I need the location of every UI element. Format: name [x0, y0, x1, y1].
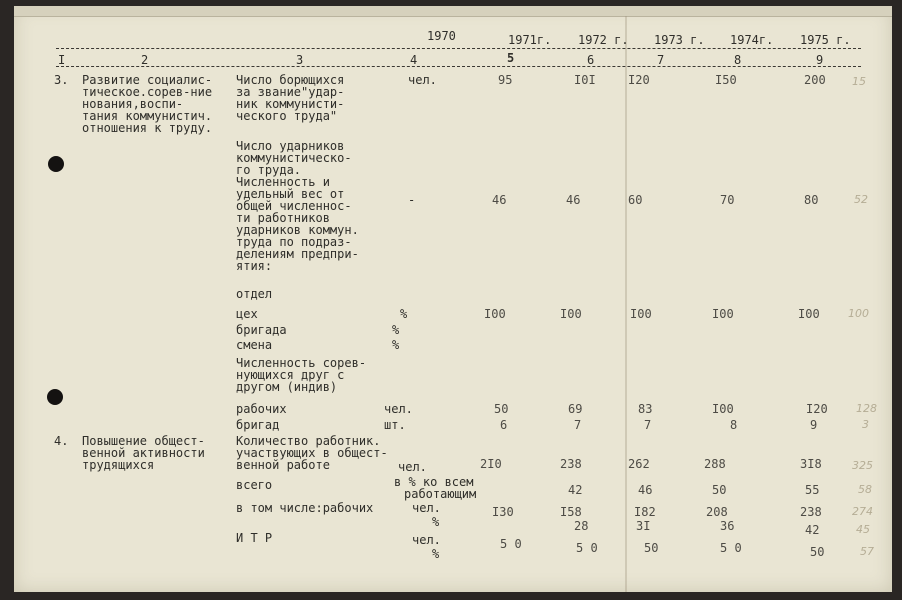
row-label: отдел [236, 287, 273, 301]
value-1971: I00 [484, 307, 506, 321]
value-1972: 28 [574, 519, 589, 533]
pencil-note: 57 [860, 545, 874, 558]
section-3-title-line: Развитие социалис- [82, 73, 213, 87]
value-1975: 80 [804, 193, 819, 207]
value-1973: 7 [644, 418, 652, 432]
value-1975: 42 [805, 523, 820, 537]
indicator-line: го труда. [236, 163, 302, 177]
indicator-line: Число борющихся [236, 73, 345, 87]
colnum-9: 9 [816, 53, 824, 67]
pencil-note: 325 [852, 459, 873, 472]
section-4-number: 4. [54, 434, 69, 448]
indicator-line: участвующих в общест- [236, 446, 388, 460]
value-1972: I00 [560, 307, 582, 321]
value-1974: I50 [715, 73, 737, 87]
unit: в % ко всем [394, 475, 474, 489]
value-1975: I20 [806, 402, 828, 416]
value-1975: 200 [804, 73, 826, 87]
pencil-note: 128 [856, 402, 877, 415]
value-1974: 5 0 [720, 541, 742, 555]
indicator-line: делениям предпри- [236, 247, 359, 261]
colnum-5: 5 [507, 51, 515, 65]
indicator-line: Численность сорев- [236, 356, 367, 370]
pencil-note: 45 [856, 523, 870, 536]
value-1975: 50 [810, 545, 825, 559]
value-1972: I58 [560, 505, 582, 519]
value-1974: 70 [720, 193, 735, 207]
value-1973: 46 [638, 483, 653, 497]
value-1974: 208 [706, 505, 728, 519]
value-1972: 42 [568, 483, 583, 497]
indicator-line: Численность и [236, 175, 330, 189]
value-1971: 50 [494, 402, 509, 416]
indicator-line: венной работе [236, 458, 330, 472]
value-1971: 6 [500, 418, 508, 432]
unit: чел. [412, 533, 441, 547]
row-label: всего [236, 478, 273, 492]
page-top-edge [14, 6, 892, 17]
unit: работающим [404, 487, 477, 501]
value-1972: 46 [566, 193, 581, 207]
punch-hole [47, 389, 63, 405]
document-page [14, 6, 892, 592]
year-1973: 1973 г. [654, 33, 705, 47]
pencil-note: 100 [848, 307, 869, 320]
row-label: бригада [236, 323, 287, 337]
pencil-note: 58 [858, 483, 872, 496]
unit: % [432, 515, 440, 529]
indicator-line: ти работников [236, 211, 330, 225]
row-label: в том числе:рабочих [236, 501, 374, 515]
value-1973: 262 [628, 457, 650, 471]
unit: чел. [384, 402, 413, 416]
row-label: рабочих [236, 402, 287, 416]
header-rule-top [56, 48, 861, 49]
colnum-1: I [58, 53, 66, 67]
value-1973: 3I [636, 519, 651, 533]
year-1975: 1975 г. [800, 33, 851, 47]
value-1971: I30 [492, 505, 514, 519]
value-1975: 3I8 [800, 457, 822, 471]
unit: чел. [408, 73, 437, 87]
value-1974: 288 [704, 457, 726, 471]
value-1975: 238 [800, 505, 822, 519]
value-1973: 50 [644, 541, 659, 555]
value-1974: 36 [720, 519, 735, 533]
section-4-title-line: трудящихся [82, 458, 155, 472]
indicator-line: Количество работник. [236, 434, 381, 448]
indicator-line: общей численнос- [236, 199, 352, 213]
year-1970: 1970 [427, 29, 456, 43]
unit: - [408, 193, 416, 207]
header-rule-bottom [56, 66, 861, 67]
value-1973: 83 [638, 402, 653, 416]
punch-hole [48, 156, 64, 172]
value-1972: 7 [574, 418, 582, 432]
row-label: смена [236, 338, 273, 352]
value-1972: 69 [568, 402, 583, 416]
colnum-4: 4 [410, 53, 418, 67]
colnum-7: 7 [657, 53, 665, 67]
pencil-note: 15 [852, 75, 866, 88]
colnum-6: 6 [587, 53, 595, 67]
value-1971: 5 0 [500, 537, 522, 551]
indicator-line: Число ударников [236, 139, 345, 153]
year-1971: 1971г. [508, 33, 552, 47]
unit: % [392, 323, 400, 337]
indicator-line: ятия: [236, 259, 273, 273]
value-1972: 238 [560, 457, 582, 471]
value-1974: I00 [712, 402, 734, 416]
unit: шт. [384, 418, 406, 432]
section-3-number: 3. [54, 73, 69, 87]
colnum-8: 8 [734, 53, 742, 67]
section-3-title-line: тическое.сорев-ние [82, 85, 213, 99]
unit: % [400, 307, 408, 321]
indicator-line: другом (индив) [236, 380, 338, 394]
value-1974: I00 [712, 307, 734, 321]
value-1971: 46 [492, 193, 507, 207]
section-4-title-line: Повышение общест- [82, 434, 205, 448]
unit: чел. [412, 501, 441, 515]
value-1973: 60 [628, 193, 643, 207]
indicator-line: ударников коммун. [236, 223, 359, 237]
value-1975: 9 [810, 418, 818, 432]
pencil-note: 3 [862, 418, 869, 431]
section-3-title-line: нования,воспи- [82, 97, 184, 111]
value-1972: I0I [574, 73, 596, 87]
unit: % [432, 547, 440, 561]
value-1973: I20 [628, 73, 650, 87]
indicator-line: за звание"удар- [236, 85, 345, 99]
row-label: бригад [236, 418, 280, 432]
section-3-title-line: тания коммунистич. [82, 109, 213, 123]
colnum-2: 2 [141, 53, 149, 67]
row-label: цех [236, 307, 258, 321]
unit: чел. [398, 460, 427, 474]
value-1975: I00 [798, 307, 820, 321]
value-1974: 50 [712, 483, 727, 497]
page-fold [625, 16, 627, 592]
value-1971: 95 [498, 73, 513, 87]
value-1973: I82 [634, 505, 656, 519]
section-3-title-line: отношения к труду. [82, 121, 213, 135]
indicator-line: нующихся друг с [236, 368, 345, 382]
year-1972: 1972 г. [578, 33, 629, 47]
indicator-line: ник коммунисти- [236, 97, 345, 111]
section-4-title-line: венной активности [82, 446, 205, 460]
indicator-line: коммунистическо- [236, 151, 352, 165]
year-1974: 1974г. [730, 33, 774, 47]
value-1971: 2I0 [480, 457, 502, 471]
value-1975: 55 [805, 483, 820, 497]
unit: % [392, 338, 400, 352]
pencil-note: 274 [852, 505, 873, 518]
value-1973: I00 [630, 307, 652, 321]
value-1972: 5 0 [576, 541, 598, 555]
value-1974: 8 [730, 418, 738, 432]
indicator-line: труда по подраз- [236, 235, 352, 249]
indicator-line: ческого труда" [236, 109, 338, 123]
indicator-line: удельный вес от [236, 187, 345, 201]
colnum-3: 3 [296, 53, 304, 67]
pencil-note: 52 [854, 193, 868, 206]
row-label: И Т Р [236, 531, 273, 545]
